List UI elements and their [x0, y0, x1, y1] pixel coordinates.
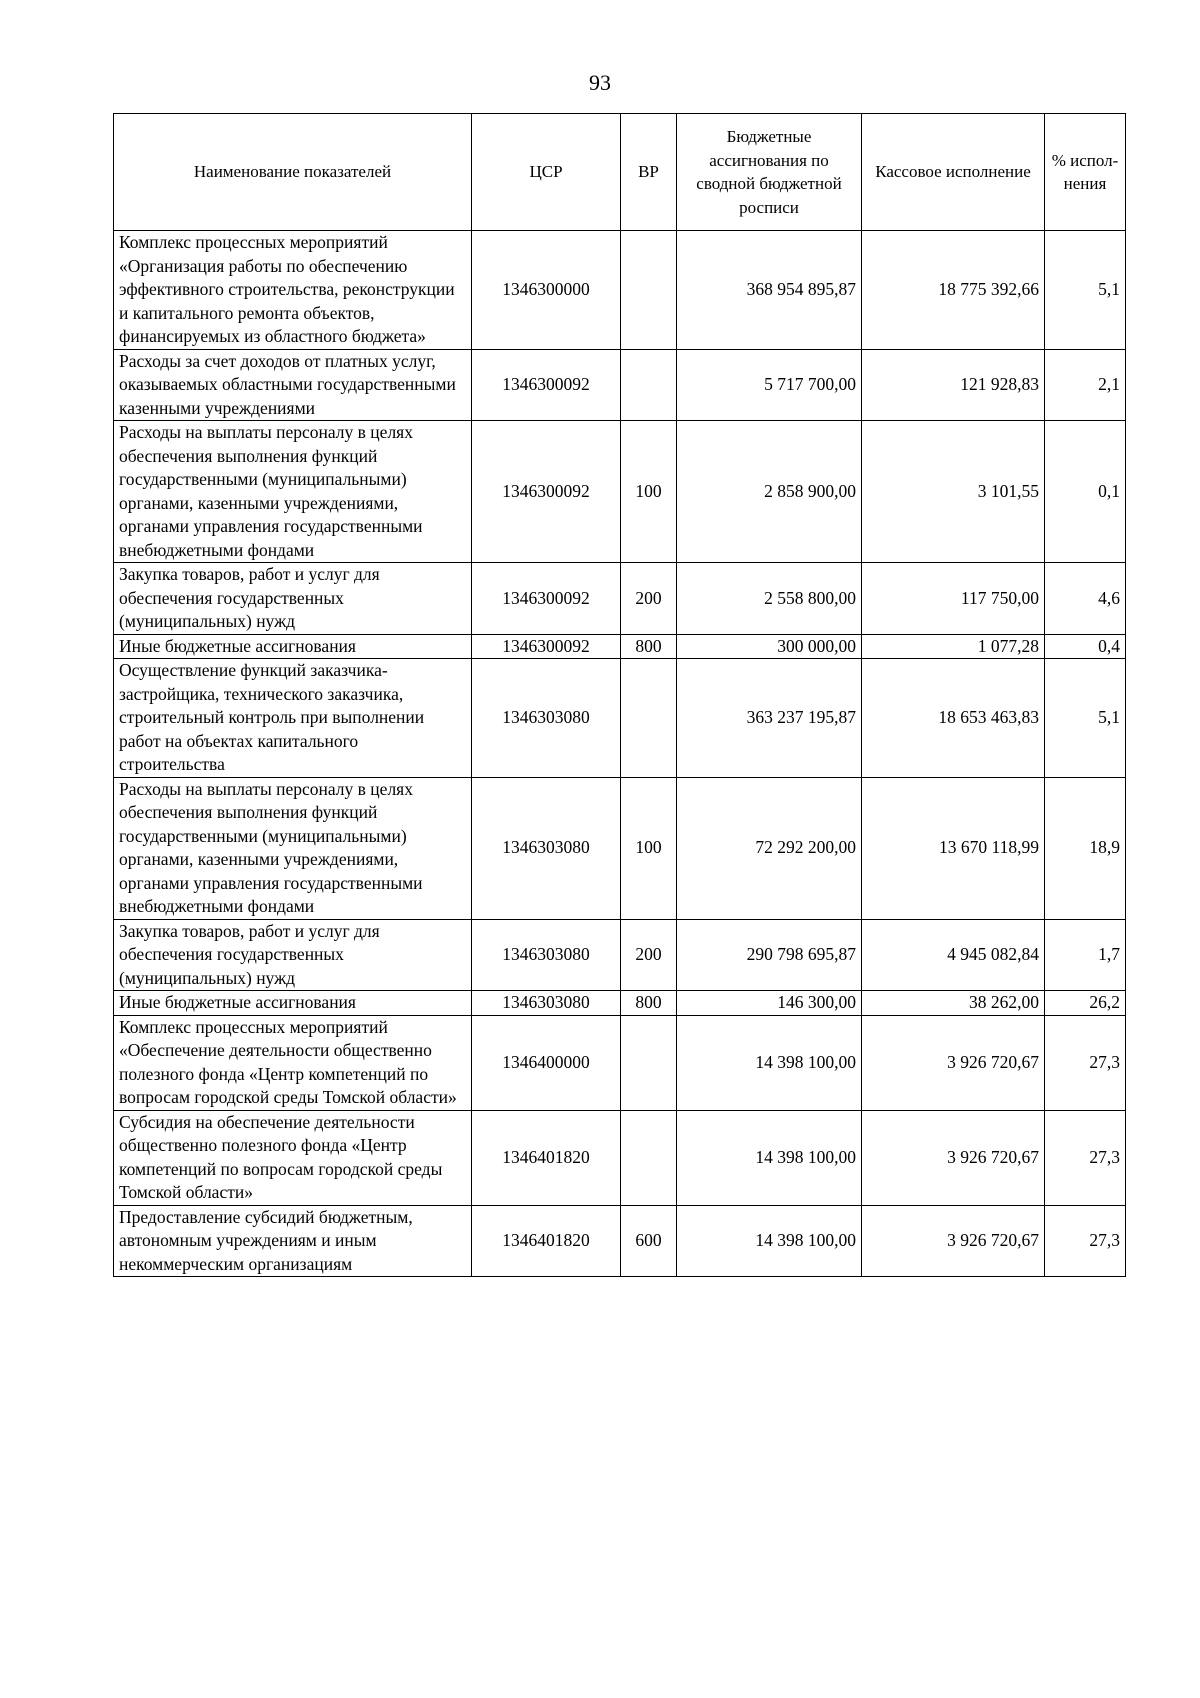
- page-number: 93: [589, 70, 611, 95]
- table-row: [114, 991, 1126, 1016]
- table-row: [114, 1110, 1126, 1205]
- row-percent: 27,3: [1045, 1110, 1126, 1205]
- column-header-name: Наименование показателей: [114, 114, 472, 231]
- table-header-row: [114, 114, 1126, 231]
- row-csr: 1346303080: [472, 919, 621, 991]
- table-row: [114, 777, 1126, 919]
- column-header-vr: ВР: [621, 114, 677, 231]
- row-csr: 1346300092: [472, 349, 621, 421]
- column-header-assigned: Бюджетные ассигнования по сводной бюджетной росписи: [677, 114, 862, 231]
- row-executed: 38 262,00: [862, 991, 1045, 1016]
- row-name: Субсидия на обеспечение деятельности общественно полезного фонда «Центр компетенций по вопросам городской среды Томской области»: [114, 1110, 472, 1205]
- row-vr: 800: [621, 991, 677, 1016]
- row-assigned: 290 798 695,87: [677, 919, 862, 991]
- table-row: [114, 659, 1126, 778]
- row-csr: 1346303080: [472, 659, 621, 778]
- table-row: [114, 349, 1126, 421]
- row-csr: 1346300000: [472, 231, 621, 350]
- row-csr: 1346300092: [472, 563, 621, 635]
- row-percent: 27,3: [1045, 1205, 1126, 1277]
- table-row: [114, 563, 1126, 635]
- row-executed: 3 926 720,67: [862, 1110, 1045, 1205]
- row-percent: 18,9: [1045, 777, 1126, 919]
- row-executed: 18 653 463,83: [862, 659, 1045, 778]
- row-percent: 4,6: [1045, 563, 1126, 635]
- row-csr: 1346303080: [472, 991, 621, 1016]
- row-executed: 3 101,55: [862, 421, 1045, 563]
- row-executed: 4 945 082,84: [862, 919, 1045, 991]
- row-assigned: 14 398 100,00: [677, 1205, 862, 1277]
- row-assigned: 14 398 100,00: [677, 1110, 862, 1205]
- row-csr: 1346401820: [472, 1205, 621, 1277]
- row-vr: [621, 1110, 677, 1205]
- table-row: [114, 1015, 1126, 1110]
- row-percent: 5,1: [1045, 659, 1126, 778]
- row-assigned: 2 558 800,00: [677, 563, 862, 635]
- column-header-executed: Кассовое исполнение: [862, 114, 1045, 231]
- row-vr: [621, 1015, 677, 1110]
- row-executed: 18 775 392,66: [862, 231, 1045, 350]
- row-vr: 200: [621, 919, 677, 991]
- row-vr: [621, 659, 677, 778]
- row-name: Иные бюджетные ассигнования: [114, 634, 472, 659]
- row-assigned: 146 300,00: [677, 991, 862, 1016]
- row-name: Расходы на выплаты персоналу в целях обеспечения выполнения функций государственными (муниципальными) органами, казенными учреждениями, органами управления государственными внебюджетными фондами: [114, 777, 472, 919]
- row-assigned: 2 858 900,00: [677, 421, 862, 563]
- row-vr: [621, 349, 677, 421]
- row-assigned: 368 954 895,87: [677, 231, 862, 350]
- row-executed: 13 670 118,99: [862, 777, 1045, 919]
- row-name: Комплекс процессных мероприятий «Организация работы по обеспечению эффективного строительства, реконструкции и капитального ремонта объектов, финансируемых из областного бюджета»: [114, 231, 472, 350]
- row-percent: 27,3: [1045, 1015, 1126, 1110]
- table-row: [114, 919, 1126, 991]
- row-vr: 100: [621, 777, 677, 919]
- row-vr: 200: [621, 563, 677, 635]
- row-assigned: 5 717 700,00: [677, 349, 862, 421]
- table-row: [114, 1205, 1126, 1277]
- row-percent: 26,2: [1045, 991, 1126, 1016]
- row-name: Предоставление субсидий бюджетным, автономным учреждениям и иным некоммерческим организациям: [114, 1205, 472, 1277]
- row-name: Закупка товаров, работ и услуг для обеспечения государственных (муниципальных) нужд: [114, 563, 472, 635]
- row-percent: 0,4: [1045, 634, 1126, 659]
- row-percent: 2,1: [1045, 349, 1126, 421]
- row-assigned: 363 237 195,87: [677, 659, 862, 778]
- row-name: Осуществление функций заказчика-застройщика, технического заказчика, строительный контроль при выполнении работ на объектах капитального строительства: [114, 659, 472, 778]
- row-vr: [621, 231, 677, 350]
- row-name: Расходы за счет доходов от платных услуг, оказываемых областными государственными казенными учреждениями: [114, 349, 472, 421]
- row-executed: 3 926 720,67: [862, 1015, 1045, 1110]
- table-row: [114, 421, 1126, 563]
- row-csr: 1346401820: [472, 1110, 621, 1205]
- column-header-csr: ЦСР: [472, 114, 621, 231]
- row-name: Комплекс процессных мероприятий «Обеспечение деятельности общественно полезного фонда «Центр компетенций по вопросам городской среды Томской области»: [114, 1015, 472, 1110]
- row-percent: 1,7: [1045, 919, 1126, 991]
- row-csr: 1346300092: [472, 421, 621, 563]
- row-vr: 600: [621, 1205, 677, 1277]
- table-row: [114, 231, 1126, 350]
- row-executed: 3 926 720,67: [862, 1205, 1045, 1277]
- row-executed: 117 750,00: [862, 563, 1045, 635]
- row-vr: 800: [621, 634, 677, 659]
- row-assigned: 72 292 200,00: [677, 777, 862, 919]
- row-csr: 1346400000: [472, 1015, 621, 1110]
- row-csr: 1346300092: [472, 634, 621, 659]
- table-row: [114, 634, 1126, 659]
- row-name: Иные бюджетные ассигнования: [114, 991, 472, 1016]
- row-csr: 1346303080: [472, 777, 621, 919]
- row-percent: 0,1: [1045, 421, 1126, 563]
- row-assigned: 300 000,00: [677, 634, 862, 659]
- budget-execution-table: [113, 113, 1126, 1277]
- row-executed: 121 928,83: [862, 349, 1045, 421]
- row-name: Закупка товаров, работ и услуг для обеспечения государственных (муниципальных) нужд: [114, 919, 472, 991]
- row-executed: 1 077,28: [862, 634, 1045, 659]
- column-header-percent: % испол-нения: [1045, 114, 1126, 231]
- row-vr: 100: [621, 421, 677, 563]
- row-name: Расходы на выплаты персоналу в целях обеспечения выполнения функций государственными (муниципальными) органами, казенными учреждениями, органами управления государственными внебюджетными фондами: [114, 421, 472, 563]
- row-percent: 5,1: [1045, 231, 1126, 350]
- row-assigned: 14 398 100,00: [677, 1015, 862, 1110]
